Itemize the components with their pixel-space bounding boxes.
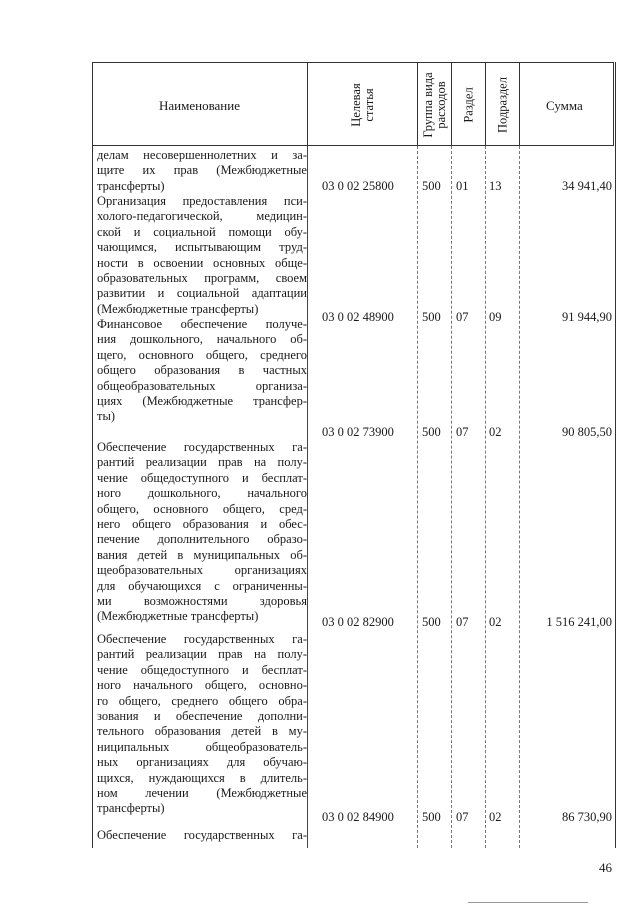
row-subsection: 02	[489, 615, 502, 629]
row-group: 500	[422, 310, 441, 324]
header-name: Наименование	[159, 98, 240, 113]
name-line: делам несовершеннолетних и за-	[97, 148, 307, 162]
name-line: трансферты)	[97, 178, 165, 193]
row-section: 07	[456, 310, 469, 324]
header-group-line1: Группа вида	[420, 72, 435, 138]
row-sum: 1 516 241,00	[546, 615, 612, 629]
name-line: чение общедоступного и бесплат-	[97, 662, 307, 677]
name-line: рантий реализации прав на полу-	[97, 647, 307, 662]
header-target-line1: Целевая	[348, 83, 363, 127]
row-subsection: 13	[489, 179, 502, 193]
header-target-line2: статья	[361, 88, 376, 122]
name-line: го общего, среднего общего обра-	[97, 693, 307, 708]
name-line: щеобразовательных организациях	[97, 563, 307, 578]
table-row-name	[97, 317, 307, 425]
row-section: 07	[456, 615, 469, 629]
col-divider-subsection	[519, 146, 520, 848]
col-divider-group	[451, 146, 452, 848]
name-line: ности в освоении основных обще-	[97, 255, 307, 270]
row-target-code: 03 0 02 84900	[322, 810, 394, 824]
name-line: для обучающихся с ограниченны-	[97, 578, 307, 593]
table-row-name	[97, 148, 307, 194]
name-line: общеобразовательных организа-	[97, 378, 307, 393]
name-line: общего образования в частных	[97, 363, 307, 378]
name-line: циях (Межбюджетные трансфер-	[97, 393, 307, 408]
header-target	[350, 83, 376, 126]
name-line: зования и обеспечение дополни-	[97, 708, 307, 723]
name-line: него общего образования и обес-	[97, 516, 307, 531]
row-subsection: 09	[489, 310, 502, 324]
name-line: Обеспечение государственных га-	[97, 828, 307, 842]
table-row-name	[97, 828, 307, 843]
header-group-line2: расходов	[433, 81, 448, 129]
name-line: образовательных программ, своем	[97, 270, 307, 285]
name-line: развитии и социальной адаптации	[97, 286, 307, 301]
header-name-cell	[93, 63, 308, 147]
header-sum-cell	[520, 63, 615, 147]
row-target-code: 03 0 02 82900	[322, 615, 394, 629]
name-line: чающимся, испытывающим труд-	[97, 240, 307, 255]
header-subsection-cell	[486, 63, 520, 147]
row-target-code: 03 0 02 73900	[322, 425, 394, 439]
name-line: щего, основного общего, среднего	[97, 347, 307, 362]
row-group: 500	[422, 179, 441, 193]
header-sum: Сумма	[546, 98, 583, 113]
name-line: рантий реализации прав на полу-	[97, 455, 307, 470]
header-section: Раздел	[461, 87, 475, 123]
row-sum: 34 941,40	[562, 179, 612, 193]
table-row-name	[97, 194, 307, 317]
name-line: ных организациях для обучаю-	[97, 755, 307, 770]
name-line: ми возможностями здоровья	[97, 593, 307, 608]
row-section: 07	[456, 810, 469, 824]
col-divider-section	[485, 146, 486, 848]
row-target-code: 03 0 02 48900	[322, 310, 394, 324]
row-group: 500	[422, 615, 441, 629]
col-divider-target	[417, 146, 418, 848]
page-number: 46	[599, 860, 612, 875]
row-section: 01	[456, 179, 469, 193]
name-line: печение дополнительного образо-	[97, 532, 307, 547]
name-line: ного дошкольного, начального	[97, 486, 307, 501]
col-divider-name	[307, 146, 308, 848]
row-group: 500	[422, 810, 441, 824]
row-subsection: 02	[489, 425, 502, 439]
row-subsection: 02	[489, 810, 502, 824]
name-line: чение общедоступного и бесплат-	[97, 470, 307, 485]
name-line: щихся, нуждающихся в длитель-	[97, 770, 307, 785]
header-group	[422, 72, 448, 137]
name-line: ния дошкольного, начального об-	[97, 332, 307, 347]
row-target-code: 03 0 02 25800	[322, 179, 394, 193]
table-row-name	[97, 632, 307, 817]
row-sum: 90 805,50	[562, 425, 612, 439]
name-line: Обеспечение государственных га-	[97, 632, 307, 646]
name-line: ном лечении (Межбюджетные	[97, 785, 307, 800]
table-header	[92, 62, 614, 146]
row-section: 07	[456, 425, 469, 439]
name-line: Обеспечение государственных га-	[97, 440, 307, 454]
header-target-cell	[308, 63, 418, 147]
header-section-cell	[452, 63, 486, 147]
header-subsection: Подраздел	[495, 77, 509, 133]
name-line: общего, основного общего, сред-	[97, 501, 307, 516]
name-line: (Межбюджетные трансферты)	[97, 609, 259, 624]
name-line: тельного образования детей в му-	[97, 724, 307, 739]
header-group-cell	[418, 63, 452, 147]
row-group: 500	[422, 425, 441, 439]
name-line: ного начального общего, основно-	[97, 678, 307, 693]
name-line: Финансовое обеспечение получе-	[97, 317, 307, 331]
row-sum: 86 730,90	[562, 810, 612, 824]
name-line: Организация предоставления пси-	[97, 194, 307, 208]
name-line: ты)	[97, 409, 116, 424]
table-row-name	[97, 440, 307, 625]
name-line: щите их прав (Межбюджетные	[97, 163, 307, 178]
name-line: холого-педагогической, медицин-	[97, 209, 307, 224]
name-line: трансферты)	[97, 801, 165, 816]
name-line: ской и социальной помощи обу-	[97, 224, 307, 239]
name-line: вания детей в муниципальных об-	[97, 547, 307, 562]
name-line: ниципальных общеобразователь-	[97, 739, 307, 754]
name-line: (Межбюджетные трансферты)	[97, 301, 259, 316]
row-sum: 91 944,90	[562, 310, 612, 324]
footer-rule	[468, 902, 588, 903]
